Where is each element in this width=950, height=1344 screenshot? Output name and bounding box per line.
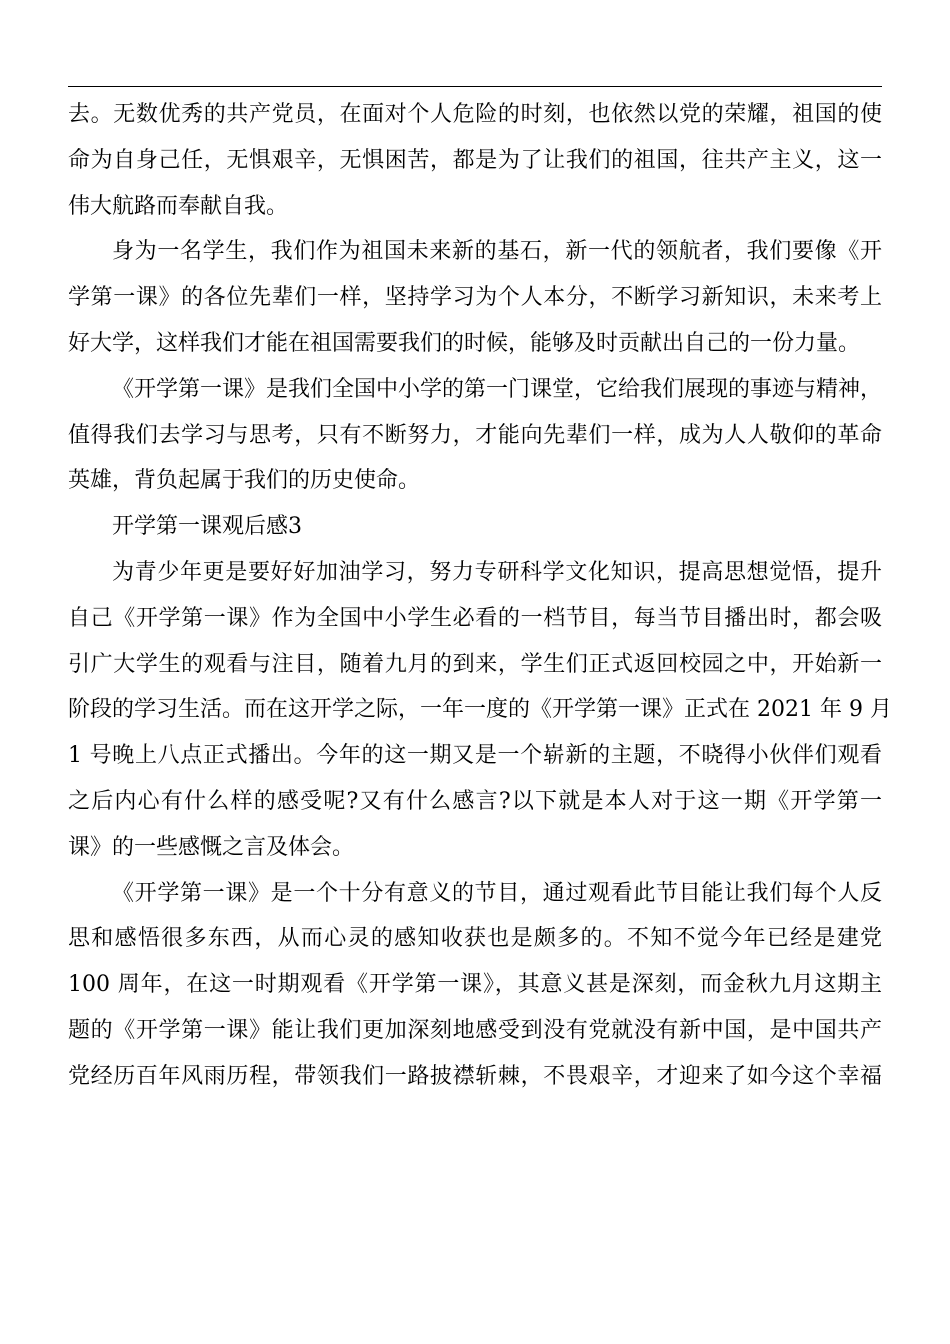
text-line: 身为一名学生，我们作为祖国未来新的基石，新一代的领航者，我们要像《开 <box>112 239 882 265</box>
text-line: 好大学，这样我们才能在祖国需要我们的时候，能够及时贡献出自己的一份力量。 <box>68 330 861 356</box>
document-body <box>68 92 892 1100</box>
text-line: 100 周年，在这一时期观看《开学第一课》，其意义甚是深刻，而金秋九月这期主 <box>68 972 882 998</box>
text-line: 《开学第一课》是一个十分有意义的节目，通过观看此节目能让我们每个人反 <box>112 880 882 906</box>
section-heading: 开学第一课观后感3 <box>112 514 302 540</box>
text-line: 题的《开学第一课》能让我们更加深刻地感受到没有党就没有新中国，是中国共产 <box>68 1017 882 1043</box>
text-line: 之后内心有什么样的感受呢?又有什么感言?以下就是本人对于这一期《开学第一 <box>68 788 882 814</box>
text-line: 思和感悟很多东西，从而心灵的感知收获也是颇多的。不知不觉今年已经是建党 <box>68 926 882 952</box>
text-line: 值得我们去学习与思考，只有不断努力，才能向先辈们一样，成为人人敬仰的革命 <box>68 422 882 448</box>
header-rule <box>68 86 882 87</box>
text-line: 阶段的学习生活。而在这开学之际，一年一度的《开学第一课》正式在 2021 年 9 月 <box>68 697 892 723</box>
text-line: 命为自身己任，无惧艰辛，无惧困苦，都是为了让我们的祖国，往共产主义，这一 <box>68 147 882 173</box>
text-line: 英雄，背负起属于我们的历史使命。 <box>68 468 421 494</box>
text-line: 去。无数优秀的共产党员，在面对个人危险的时刻，也依然以党的荣耀，祖国的使 <box>68 102 882 127</box>
text-line: 《开学第一课》是我们全国中小学的第一门课堂，它给我们展现的事迹与精神， <box>112 376 883 402</box>
text-line: 课》的一些感慨之言及体会。 <box>68 834 355 860</box>
text-line: 伟大航路而奉献自我。 <box>68 193 289 219</box>
text-line: 为青少年更是要好好加油学习，努力专研科学文化知识，提高思想觉悟，提升 <box>112 559 882 585</box>
text-line: 引广大学生的观看与注目，随着九月的到来，学生们正式返回校园之中，开始新一 <box>68 651 882 677</box>
text-line: 1 号晚上八点正式播出。今年的这一期又是一个崭新的主题，不晓得小伙伴们观看 <box>68 743 882 769</box>
text-line: 自己《开学第一课》作为全国中小学生必看的一档节目，每当节目播出时，都会吸 <box>68 605 882 631</box>
text-line: 党经历百年风雨历程，带领我们一路披襟斩棘，不畏艰辛，才迎来了如今这个幸福 <box>68 1063 882 1089</box>
text-line: 学第一课》的各位先辈们一样，坚持学习为个人本分，不断学习新知识，未来考上 <box>68 285 882 311</box>
